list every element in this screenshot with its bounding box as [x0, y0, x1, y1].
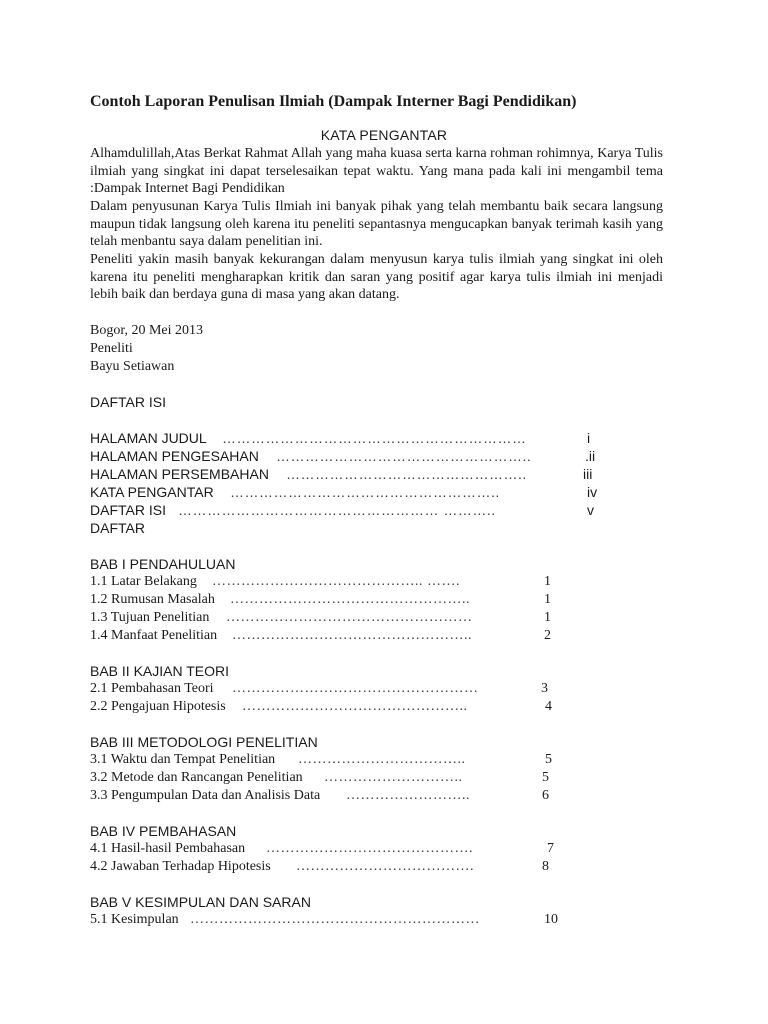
signature-place-date: Bogor, 20 Mei 2013 — [90, 323, 203, 338]
preface-paragraph-3: Peneliti yakin masih banyak kekurangan dalam menyusun karya tulis ilmiah yang singkat ini oleh karena itu peneliti mengharapkan kritik dan saran yang positif agar karya tulis ilmiah ini menjadi lebih baik dan berdaya guna di masa yang akan datang. — [90, 252, 663, 303]
daftar-label: DAFTAR — [90, 520, 145, 536]
toc-page-number: 5 — [542, 770, 549, 785]
toc-item-label: 4.1 Hasil-hasil Pembahasan — [90, 841, 246, 856]
toc-page-number: 7 — [547, 841, 554, 856]
toc-dot-leader: …………………………………………… — [232, 681, 479, 696]
toc-page-number: 6 — [542, 788, 549, 803]
toc-front-label: KATA PENGANTAR — [90, 484, 214, 500]
toc-dot-leader: …………………….. — [346, 788, 470, 803]
toc-dot-leader: ………………………………. — [296, 859, 474, 874]
toc-item-label: 5.1 Kesimpulan — [90, 912, 179, 927]
toc-dot-leader: ……………………………………….. — [242, 699, 468, 714]
toc-page-number: 4 — [545, 699, 552, 714]
toc-page-number: 1 — [544, 610, 551, 625]
toc-item-label: 1.4 Manfaat Penelitian — [90, 628, 218, 643]
toc-page-number: 2 — [544, 628, 551, 643]
toc-dot-leader: …………………………………………… — [226, 610, 473, 625]
toc-dot-leader: …………………………….. — [298, 752, 466, 767]
toc-dot-leader: ……………………………………. — [266, 841, 473, 856]
toc-dot-leader: ………………………………………….. — [230, 592, 470, 607]
toc-front-label: HALAMAN PERSEMBAHAN — [90, 466, 269, 482]
toc-item-label: 3.2 Metode dan Rancangan Penelitian — [90, 770, 303, 785]
toc-page-number: v — [587, 502, 594, 518]
toc-dot-leader: ………………………………………….. — [286, 466, 527, 482]
toc-dot-leader: ……………………….. — [324, 770, 463, 785]
toc-item-label: 2.1 Pembahasan Teori — [90, 681, 214, 696]
chapter-title: BAB IV PEMBAHASAN — [90, 823, 237, 839]
toc-dot-leader: ……………………………………………….. — [230, 484, 500, 500]
preface-paragraph-1: Alhamdulillah,Atas Berkat Rahmat Allah yang maha kuasa serta karna rohman rohimnya, Karya Tulis ilmiah yang singkat ini dapat terselesaikan tepat waktu. Yang mana pada kali ini mengambil tema :Dampak Internet Bagi Pendidikan — [90, 146, 663, 197]
toc-page-number: 3 — [541, 681, 548, 696]
toc-page-number: 8 — [542, 859, 549, 874]
toc-item-label: 1.1 Latar Belakang — [90, 574, 197, 589]
preface-paragraph-2: Dalam penyusunan Karya Tulis Ilmiah ini banyak pihak yang telah membantu baik secara langsung maupun tidak langsung oleh karena itu peneliti sepantasnya mengucapkan banyak terimah kasih yang telah menbantu saya dalam penelitian ini. — [90, 199, 663, 250]
toc-page-number: 10 — [544, 912, 558, 927]
signature-role: Peneliti — [90, 341, 133, 356]
toc-dot-leader: ……………………………………………………… — [222, 430, 527, 446]
chapter-title: BAB I PENDAHULUAN — [90, 556, 236, 572]
document-title: Contoh Laporan Penulisan Ilmiah (Dampak Interner Bagi Pendidikan) — [90, 93, 577, 110]
daftar-isi-heading: DAFTAR ISI — [90, 394, 166, 410]
kata-pengantar-heading: KATA PENGANTAR — [320, 127, 448, 143]
signature-name: Bayu Setiawan — [90, 359, 175, 374]
toc-dot-leader: ………………………………………….. — [232, 628, 472, 643]
toc-page-number: 5 — [545, 752, 552, 767]
toc-dot-leader: …………………………………….. ……. — [212, 574, 460, 589]
toc-front-label: HALAMAN PENGESAHAN — [90, 448, 259, 464]
toc-front-label: DAFTAR ISI — [90, 502, 166, 518]
toc-item-label: 2.2 Pengajuan Hipotesis — [90, 699, 226, 714]
toc-item-label: 3.3 Pengumpulan Data dan Analisis Data — [90, 788, 321, 803]
toc-item-label: 1.3 Tujuan Penelitian — [90, 610, 210, 625]
toc-page-number: iii — [583, 466, 593, 482]
toc-front-label: HALAMAN JUDUL — [90, 430, 207, 446]
toc-item-label: 3.1 Waktu dan Tempat Penelitian — [90, 752, 276, 767]
toc-dot-leader: …………………………………………………… — [190, 912, 480, 927]
toc-item-label: 1.2 Rumusan Masalah — [90, 592, 215, 607]
chapter-title: BAB V KESIMPULAN DAN SARAN — [90, 894, 311, 910]
toc-page-number: 1 — [544, 574, 551, 589]
toc-page-number: .ii — [585, 448, 596, 464]
chapter-title: BAB II KAJIAN TEORI — [90, 663, 230, 679]
toc-dot-leader: ……………………………………………… ……….. — [178, 502, 496, 518]
toc-page-number: iv — [587, 484, 598, 500]
toc-page-number: 1 — [544, 592, 551, 607]
chapter-title: BAB III METODOLOGI PENELITIAN — [90, 734, 318, 750]
toc-page-number: i — [587, 430, 591, 446]
toc-dot-leader: …………………………………………….. — [276, 448, 532, 464]
toc-item-label: 4.2 Jawaban Terhadap Hipotesis — [90, 859, 271, 874]
